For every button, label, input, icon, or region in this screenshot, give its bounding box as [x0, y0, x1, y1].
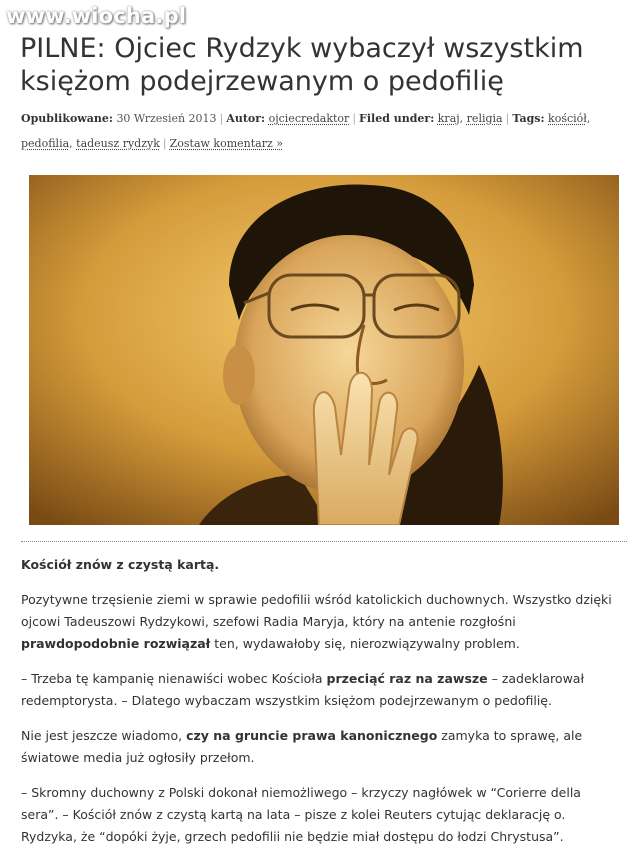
site-watermark-logo: www.wiocha.pl	[6, 4, 187, 28]
emphasis-text: przeciąć raz na zawsze	[326, 671, 488, 686]
published-label: Opublikowane:	[21, 112, 113, 125]
tag-link[interactable]: tadeusz rydzyk	[76, 137, 160, 150]
article-paragraph	[21, 725, 621, 769]
emphasis-text: czy na gruncie prawa kanonicznego	[186, 728, 438, 743]
tag-link[interactable]: kościół	[548, 112, 587, 125]
paragraph-text: ten, wydawałoby się, nierozwiązywalny problem.	[210, 636, 520, 651]
category-link[interactable]: religia	[466, 112, 503, 125]
paragraph-text: zamyka to sprawę, ale światowe media już ogłosiły przełom.	[21, 728, 583, 765]
paragraph-text: Pozytywne trzęsienie ziemi w sprawie pedofilii wśród katolickich duchownych. Wszystko dzięki ojcowi Tadeuszowi Rydzykowi, szefowi Radia Maryja, który na antenie rozgłośni	[21, 592, 612, 629]
portrait-photo-icon	[29, 175, 619, 525]
category-link[interactable]: kraj	[437, 112, 460, 125]
author-label: Autor:	[226, 112, 266, 125]
published-date: 30 Wrzesień 2013	[116, 112, 217, 125]
paragraph-text: – zadeklarował redemptorysta. – Dlatego wybaczam wszystkim księżom podejrzewanym o pedofilię.	[21, 671, 585, 708]
leave-comment-link[interactable]: Zostaw komentarz »	[169, 137, 283, 150]
post-meta: Opublikowane: 30 Wrzesień 2013 | Autor: ojciecredaktor | Filed under: kraj, religia | Tags: kościół, pedofilia, tadeusz rydzyk | Zostaw komentarz »	[21, 112, 591, 150]
separator-line	[21, 541, 627, 542]
article-paragraph: – Skromny duchowny z Polski dokonał niemożliwego – krzyczy nagłówek w “Corierre della sera”. – Kościół znów z czystą kartą na lata – pisze z kolei Reuters cytując deklarację o. Rydzyka, że “dopóki żyje, grzech pedofilii nie będzie miał dostępu do łodzi Chrystusa”.	[21, 785, 581, 844]
tags-label: Tags:	[512, 112, 545, 125]
post-title[interactable]: PILNE: Ojciec Rydzyk wybaczył wszystkim księżom podejrzewanym o pedofilię	[20, 33, 584, 97]
post-featured-image	[29, 175, 619, 525]
emphasis-text: prawdopodobnie rozwiązał	[21, 636, 211, 651]
article-lead: Kościół znów z czystą kartą.	[21, 557, 220, 572]
filed-under-label: Filed under:	[359, 112, 435, 125]
paragraph-text: Nie jest jeszcze wiadomo,	[21, 728, 187, 743]
article-paragraph	[21, 668, 621, 712]
article-body	[21, 554, 621, 861]
tag-link[interactable]: pedofilia	[21, 137, 70, 150]
paragraph-text: – Trzeba tę kampanię nienawiści wobec Kościoła	[21, 671, 327, 686]
article-paragraph	[21, 589, 621, 655]
author-link[interactable]: ojciecredaktor	[268, 112, 350, 125]
